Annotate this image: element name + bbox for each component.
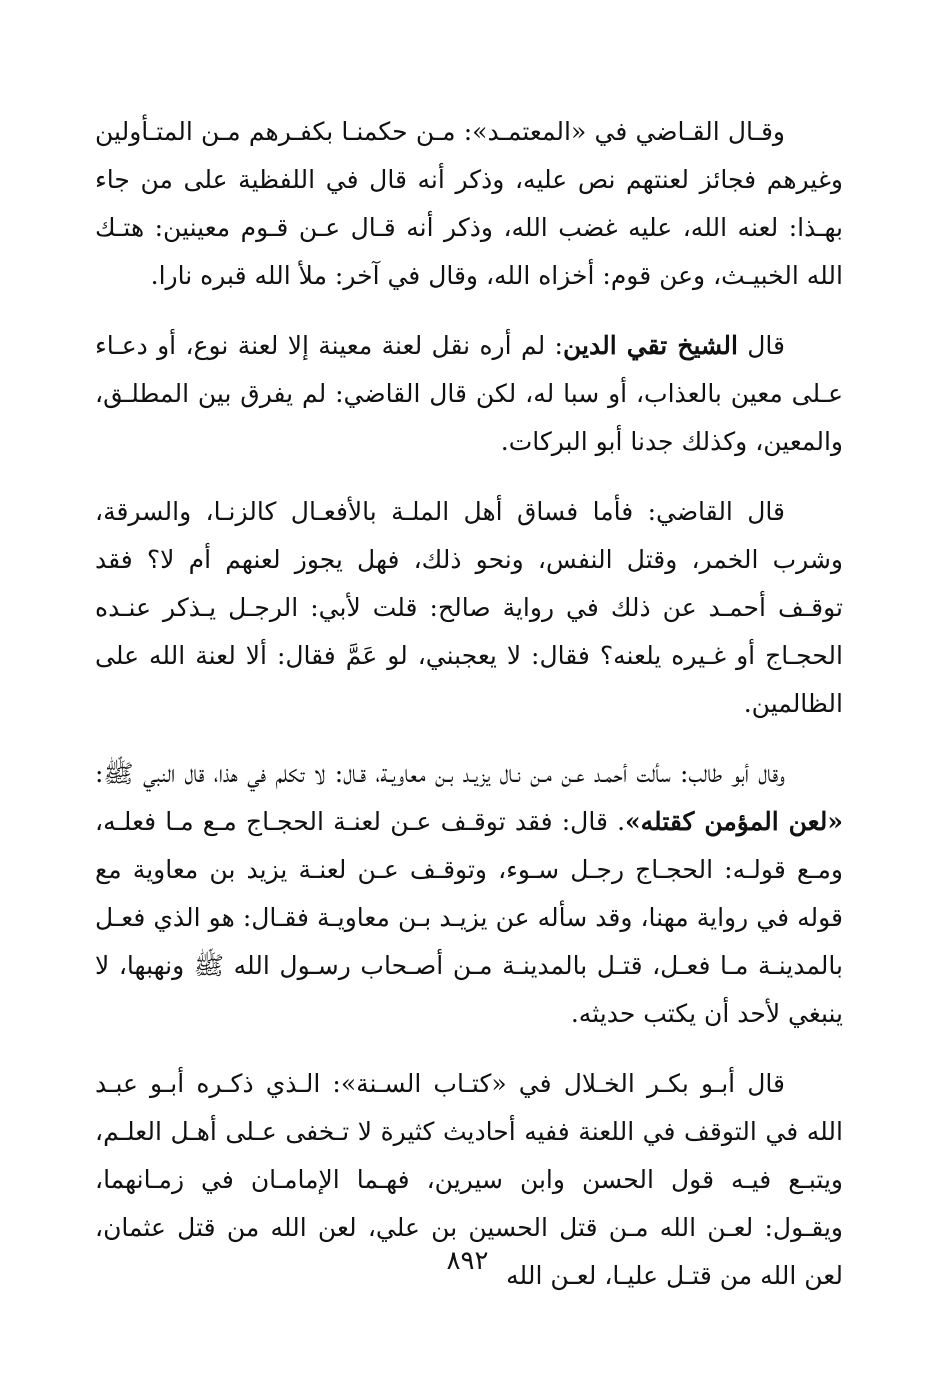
paragraph-3-text: قال القاضي: فأما فساق أهل الملـة بالأفعـال كالزنـا، والسرقة، وشرب الخمر، وقتل النفس، ونحو ذلك، فهل يجوز لعنهم أم لا؟ فقد توقـف أحمـد عن ذلك في رواية صالح: قلت لأبي: الرجـل يـذكر عنـده الحجـاج أو غـيره يلعنه؟ فقال: لا يعجبني، لو عَمَّ فقال: ألا لعنة الله على الظالمين. (95, 497, 843, 718)
paragraph-5-text: قال أبـو بكـر الخـلال في «كتـاب السـنة»: الـذي ذكـره أبـو عبـد الله في التوقف في اللعنة ففيه أحاديث كثيرة لا تـخفى عـلى أهـل العلـم، ويتبـع فيـه قول الحسن وابن سيرين، فهـما الإمامـان في زمـانهما، ويقـول: لعـن الله مـن قتل الحسين بن علي، لعن الله من قتل عثمان، لعن الله من قتـل عليـا، لعـن الله (95, 1069, 843, 1290)
paragraph-2-bold: الشيخ تقي الدين (562, 331, 738, 360)
page-number: ٨٩٢ (446, 1246, 489, 1276)
paragraph-2-post: : لم أره نقل لعنة معينة إلا لعنة نوع، أو دعـاء عـلى معين بالعذاب، أو سبا له، لكن قال القاضي: لم يفرق بين المطلـق، والمعين، وكذلك جدنا أبو البركات. (95, 331, 843, 456)
paragraph-2-pre: قال (737, 331, 785, 360)
paragraph-4-post: . قال: فقد توقـف عـن لعنـة الحجـاج مـع مـا فعلـه، ومـع قولـه: الحجـاج رجـل سـوء، وتوقـف عـن لعنـة يزيد بن معاوية مع قوله في رواية مهنا، وقد سأله عن يزيـد بـن معاويـة فقـال: هو الذي فعـل بالمدينـة مـا فعـل، قتـل بالمدينـة مـن أصـحاب رسـول الله ﷺ ونهبها، لا ينبغي لأحد أن يكتب حديثه. (95, 807, 843, 1028)
paragraph-4-pre: وقال أبو طالب: سألت أحمـد عـن مـن نـال يزيـد بـن معاويـة، قـال: لا تكلم في هذا، قال النبي ﷺ: (95, 759, 785, 788)
page-body (95, 108, 843, 1322)
paragraph-2 (95, 322, 843, 466)
paragraph-1-text: وقـال القـاضي في «المعتمـد»: مـن حكمنـا بكفـرهم مـن المتـأولين وغيرهم فجائز لعنتهم نص عليه، وذكر أنه قال في اللفظية على من جاء بهـذا: لعنه الله، عليه غضب الله، وذكر أنه قـال عـن قـوم معينين: هتـك الله الخبيـث، وعن قوم: أخزاه الله، وقال في آخر: ملأ الله قبره نارا. (95, 117, 843, 290)
paragraph-1 (95, 108, 843, 300)
paragraph-3 (95, 488, 843, 728)
paragraph-4 (95, 750, 843, 1038)
paragraph-4-bold: «لعن المؤمن كقتله» (625, 807, 843, 836)
